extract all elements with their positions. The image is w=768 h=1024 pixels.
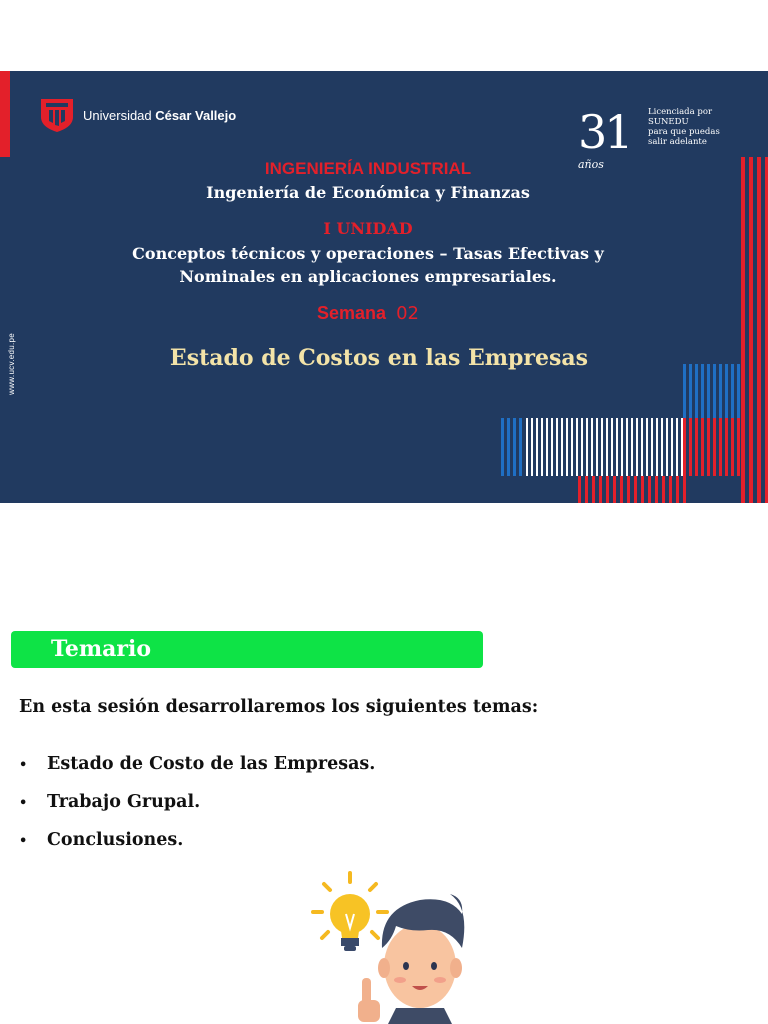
stripe-bar	[689, 418, 692, 476]
university-name: Universidad César Vallejo	[83, 107, 237, 123]
stripe-bar	[531, 418, 533, 476]
stripe-bar	[671, 418, 673, 476]
stripe-bar	[507, 418, 510, 476]
stripe-bar	[536, 418, 538, 476]
stripe-bar	[599, 476, 602, 503]
bullet: •	[19, 796, 28, 811]
stripe-bar	[757, 157, 761, 503]
list-item: • Conclusiones.	[19, 830, 375, 868]
stripe-bar	[641, 476, 644, 503]
stripe-bar	[741, 157, 745, 503]
stripe-bar	[519, 418, 522, 476]
stripe-bar	[641, 418, 643, 476]
stripe-bar	[551, 418, 553, 476]
stripe-bar	[561, 418, 563, 476]
stripe-bar	[656, 418, 658, 476]
list-item: • Estado de Costo de las Empresas.	[19, 754, 375, 792]
stripe-bar	[620, 476, 623, 503]
stripe-bar	[581, 418, 583, 476]
license-note: Licenciada por SUNEDU para que puedas salir adelante	[648, 107, 720, 147]
stripe-bar	[634, 476, 637, 503]
title-slide	[0, 71, 768, 503]
stripe-bar	[676, 476, 679, 503]
stripe-bar	[513, 418, 516, 476]
stripe-bar	[613, 476, 616, 503]
session-intro: En esta sesión desarrollaremos los siguientes temas:	[19, 697, 539, 717]
stripe-bar	[631, 418, 633, 476]
stripe-bar	[669, 476, 672, 503]
stripe-bar	[546, 418, 548, 476]
stripe-bar	[695, 364, 698, 418]
stripe-bar	[666, 418, 668, 476]
unit-topic: Conceptos técnicos y operaciones – Tasas Efectivas y Nominales en aplicaciones empresariales.	[132, 244, 604, 286]
stripe-bar	[701, 364, 704, 418]
stripe-bar	[737, 364, 740, 418]
stripe-bar	[591, 418, 593, 476]
anniversary-number: 31	[578, 105, 631, 159]
stripe-bar	[655, 476, 658, 503]
left-red-accent	[0, 71, 10, 157]
course-title: Ingeniería de Económica y Finanzas	[206, 183, 530, 202]
week-label: Semana 02	[317, 303, 419, 324]
stripe-bar	[731, 364, 734, 418]
stripe-bar	[626, 418, 628, 476]
stripe-bar	[501, 418, 504, 476]
bullet: •	[19, 834, 28, 849]
list-item: • Trabajo Grupal.	[19, 792, 375, 830]
temario-heading: Temario	[51, 636, 151, 662]
anniversary-word: años	[578, 158, 604, 171]
stripe-bar	[526, 418, 528, 476]
stripe-bar	[719, 418, 722, 476]
stripe-bar	[606, 418, 608, 476]
stripe-bar	[621, 418, 623, 476]
stripe-bar	[681, 418, 683, 476]
ucv-shield-logo-icon	[40, 97, 74, 133]
stripe-bar	[636, 418, 638, 476]
stripe-bar	[676, 418, 678, 476]
bullet: •	[19, 758, 28, 773]
stripe-bar	[648, 476, 651, 503]
stripe-bar	[646, 418, 648, 476]
temario-header-bar	[11, 631, 483, 668]
stripe-bar	[749, 157, 753, 503]
stripe-bar	[571, 418, 573, 476]
stripe-bar	[707, 418, 710, 476]
stripe-bar	[596, 418, 598, 476]
stripe-bar	[601, 418, 603, 476]
career-title: INGENIERÍA INDUSTRIAL	[264, 159, 472, 178]
stripe-bar	[592, 476, 595, 503]
university-brand	[40, 97, 236, 133]
stripe-bar	[713, 418, 716, 476]
stripe-bar	[725, 418, 728, 476]
stripe-bar	[707, 364, 710, 418]
stripe-bar	[725, 364, 728, 418]
website-url: www.ucv.edu.pe	[7, 333, 16, 395]
stripe-bar	[576, 418, 578, 476]
stripe-bar	[651, 418, 653, 476]
stripe-bar	[556, 418, 558, 476]
stripe-bar	[585, 476, 588, 503]
stripe-bar	[662, 476, 665, 503]
session-title: Estado de Costos en las Empresas	[169, 345, 589, 371]
stripe-bar	[606, 476, 609, 503]
stripe-bar	[566, 418, 568, 476]
stripe-bar	[627, 476, 630, 503]
stripe-bar	[695, 418, 698, 476]
stripe-bar	[683, 364, 686, 418]
stripe-bar	[541, 418, 543, 476]
unit-title: I UNIDAD	[323, 219, 413, 238]
stripe-bar	[701, 418, 704, 476]
topics-list	[19, 754, 375, 868]
stripe-bar	[683, 418, 686, 476]
stripe-bar	[683, 476, 686, 503]
stripe-bar	[719, 364, 722, 418]
stripe-bar	[578, 476, 581, 503]
stripe-bar	[611, 418, 613, 476]
stripe-bar	[661, 418, 663, 476]
stripe-bar	[737, 418, 740, 476]
stripe-bar	[713, 364, 716, 418]
stripe-bar	[731, 418, 734, 476]
idea-person-illustration	[300, 868, 480, 1024]
stripe-bar	[586, 418, 588, 476]
stripe-bar	[616, 418, 618, 476]
stripe-bar	[689, 364, 692, 418]
